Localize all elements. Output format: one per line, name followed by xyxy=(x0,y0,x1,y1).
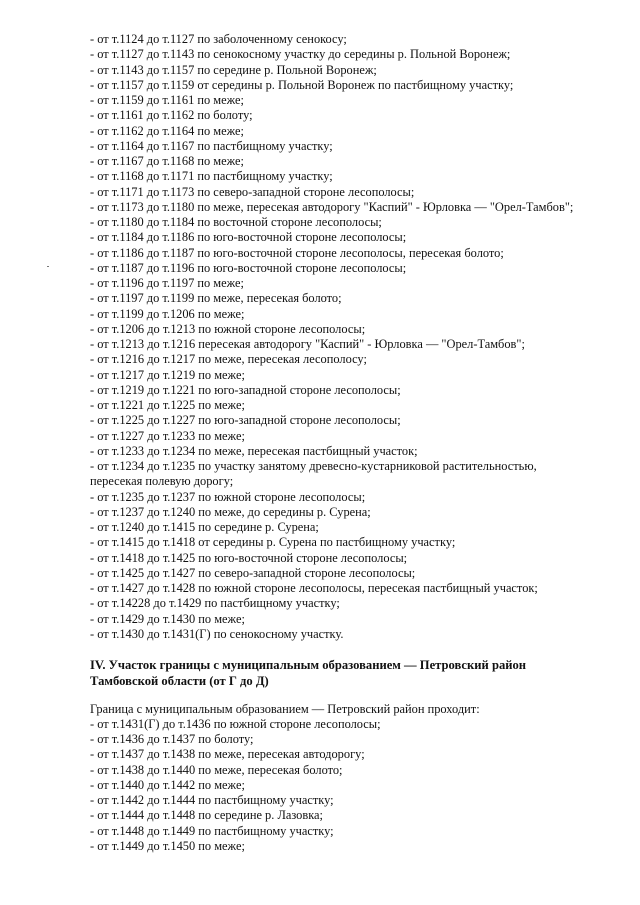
list-item: - от т.1217 до т.1219 по меже; xyxy=(90,367,245,382)
list-item: - от т.1184 до т.1186 по юго-восточной стороне лесополосы; xyxy=(90,230,407,245)
list-item: - от т.1444 до т.1448 по середине р. Лазовка; xyxy=(90,808,323,823)
list-item: - от т.1237 до т.1240 по меже, до середины р. Сурена; xyxy=(90,504,371,519)
list-item: - от т.1213 до т.1216 пересекая автодорогу "Каспий" - Юрловка — "Орел-Тамбов"; xyxy=(90,337,525,351)
list-item: - от т.1427 до т.1428 по южной стороне лесополосы, пересекая пастбищный участок; xyxy=(90,581,538,595)
list-item: - от т.1196 до т.1197 по меже; xyxy=(90,276,244,290)
list-item: - от т.1425 до т.1427 по северо-западной стороне лесополосы; xyxy=(90,565,416,580)
list-item: - от т.1162 до т.1164 по меже; xyxy=(90,123,244,138)
list-item: - от т.1437 до т.1438 по меже, пересекая автодорогу; xyxy=(90,747,365,762)
list-item: - от т.1143 до т.1157 по середине р. Польной Воронеж; xyxy=(90,62,377,77)
scan-margin-mark xyxy=(47,266,49,267)
section-heading: IV. Участок границы с муниципальным образованием — Петровский район Тамбовской области (от Г до Д) xyxy=(90,658,527,688)
list-item: - от т.1438 до т.1440 по меже, пересекая болото; xyxy=(90,762,343,777)
boundary-list-part1 xyxy=(90,32,590,642)
list-item: - от т.14228 до т.1429 по пастбищному участку; xyxy=(90,596,340,611)
list-item: - от т.1187 до т.1196 по юго-восточной стороне лесополосы; xyxy=(90,260,407,275)
document-page xyxy=(90,32,590,854)
list-item: - от т.1199 до т.1206 по меже; xyxy=(90,306,245,321)
list-item: - от т.1448 до т.1449 по пастбищному участку; xyxy=(90,823,334,838)
list-item: - от т.1206 до т.1213 по южной стороне лесополосы; xyxy=(90,321,366,336)
list-item: - от т.1164 до т.1167 по пастбищному участку; xyxy=(90,138,333,153)
list-item: - от т.1415 до т.1418 от середины р. Сурена по пастбищному участку; xyxy=(90,535,456,550)
list-item: - от т.1429 до т.1430 по меже; xyxy=(90,611,245,626)
list-item: - от т.1168 до т.1171 по пастбищному участку; xyxy=(90,169,333,184)
list-item: - от т.1127 до т.1143 по сенокосному участку до середины р. Польной Воронеж; xyxy=(90,47,511,62)
list-item: - от т.1161 до т.1162 по болоту; xyxy=(90,108,253,123)
list-item: - от т.1197 до т.1199 по меже, пересекая болото; xyxy=(90,291,342,306)
list-item: - от т.1180 до т.1184 по восточной стороне лесополосы; xyxy=(90,215,382,229)
list-item: - от т.1225 до т.1227 по юго-западной стороне лесополосы; xyxy=(90,413,401,428)
list-item: - от т.1186 до т.1187 по юго-восточной стороне лесополосы, пересекая болото; xyxy=(90,245,504,260)
list-item: - от т.1234 до т.1235 по участку занятому древесно-кустарниковой растительностью, пересекая полевую дорогу; xyxy=(90,459,537,489)
list-item: - от т.1430 до т.1431(Г) по сенокосному участку. xyxy=(90,626,344,641)
list-item: - от т.1240 до т.1415 по середине р. Сурена; xyxy=(90,520,319,534)
list-item: - от т.1440 до т.1442 по меже; xyxy=(90,777,245,792)
list-item: - от т.1221 до т.1225 по меже; xyxy=(90,398,245,412)
list-item: - от т.1235 до т.1237 по южной стороне лесополосы; xyxy=(90,489,366,504)
list-item: - от т.1431(Г) до т.1436 по южной стороне лесополосы; xyxy=(90,716,381,731)
list-item: - от т.1418 до т.1425 по юго-восточной стороне лесополосы; xyxy=(90,550,408,565)
list-item: - от т.1171 до т.1173 по северо-западной стороне лесополосы; xyxy=(90,184,415,199)
list-item: - от т.1442 до т.1444 по пастбищному участку; xyxy=(90,793,334,808)
list-item: - от т.1157 до т.1159 от середины р. Польной Воронеж по пастбищному участку; xyxy=(90,77,514,92)
list-item: - от т.1173 до т.1180 по меже, пересекая автодорогу "Каспий" - Юрловка — "Орел-Тамбов"; xyxy=(90,199,574,214)
list-item: - от т.1167 до т.1168 по меже; xyxy=(90,154,244,168)
list-item: - от т.1449 до т.1450 по меже; xyxy=(90,838,245,853)
list-item: - от т.1124 до т.1127 по заболоченному сенокосу; xyxy=(90,32,347,46)
list-item: - от т.1227 до т.1233 по меже; xyxy=(90,428,245,443)
section-intro: Граница с муниципальным образованием — Петровский район проходит: xyxy=(90,701,480,716)
list-item: - от т.1159 до т.1161 по меже; xyxy=(90,93,244,107)
list-item: - от т.1233 до т.1234 по меже, пересекая пастбищный участок; xyxy=(90,443,418,458)
list-item: - от т.1436 до т.1437 по болоту; xyxy=(90,732,254,747)
boundary-list-part2 xyxy=(90,717,590,854)
list-item: - от т.1216 до т.1217 по меже, пересекая лесополосу; xyxy=(90,352,367,367)
list-item: - от т.1219 до т.1221 по юго-западной стороне лесополосы; xyxy=(90,382,401,397)
